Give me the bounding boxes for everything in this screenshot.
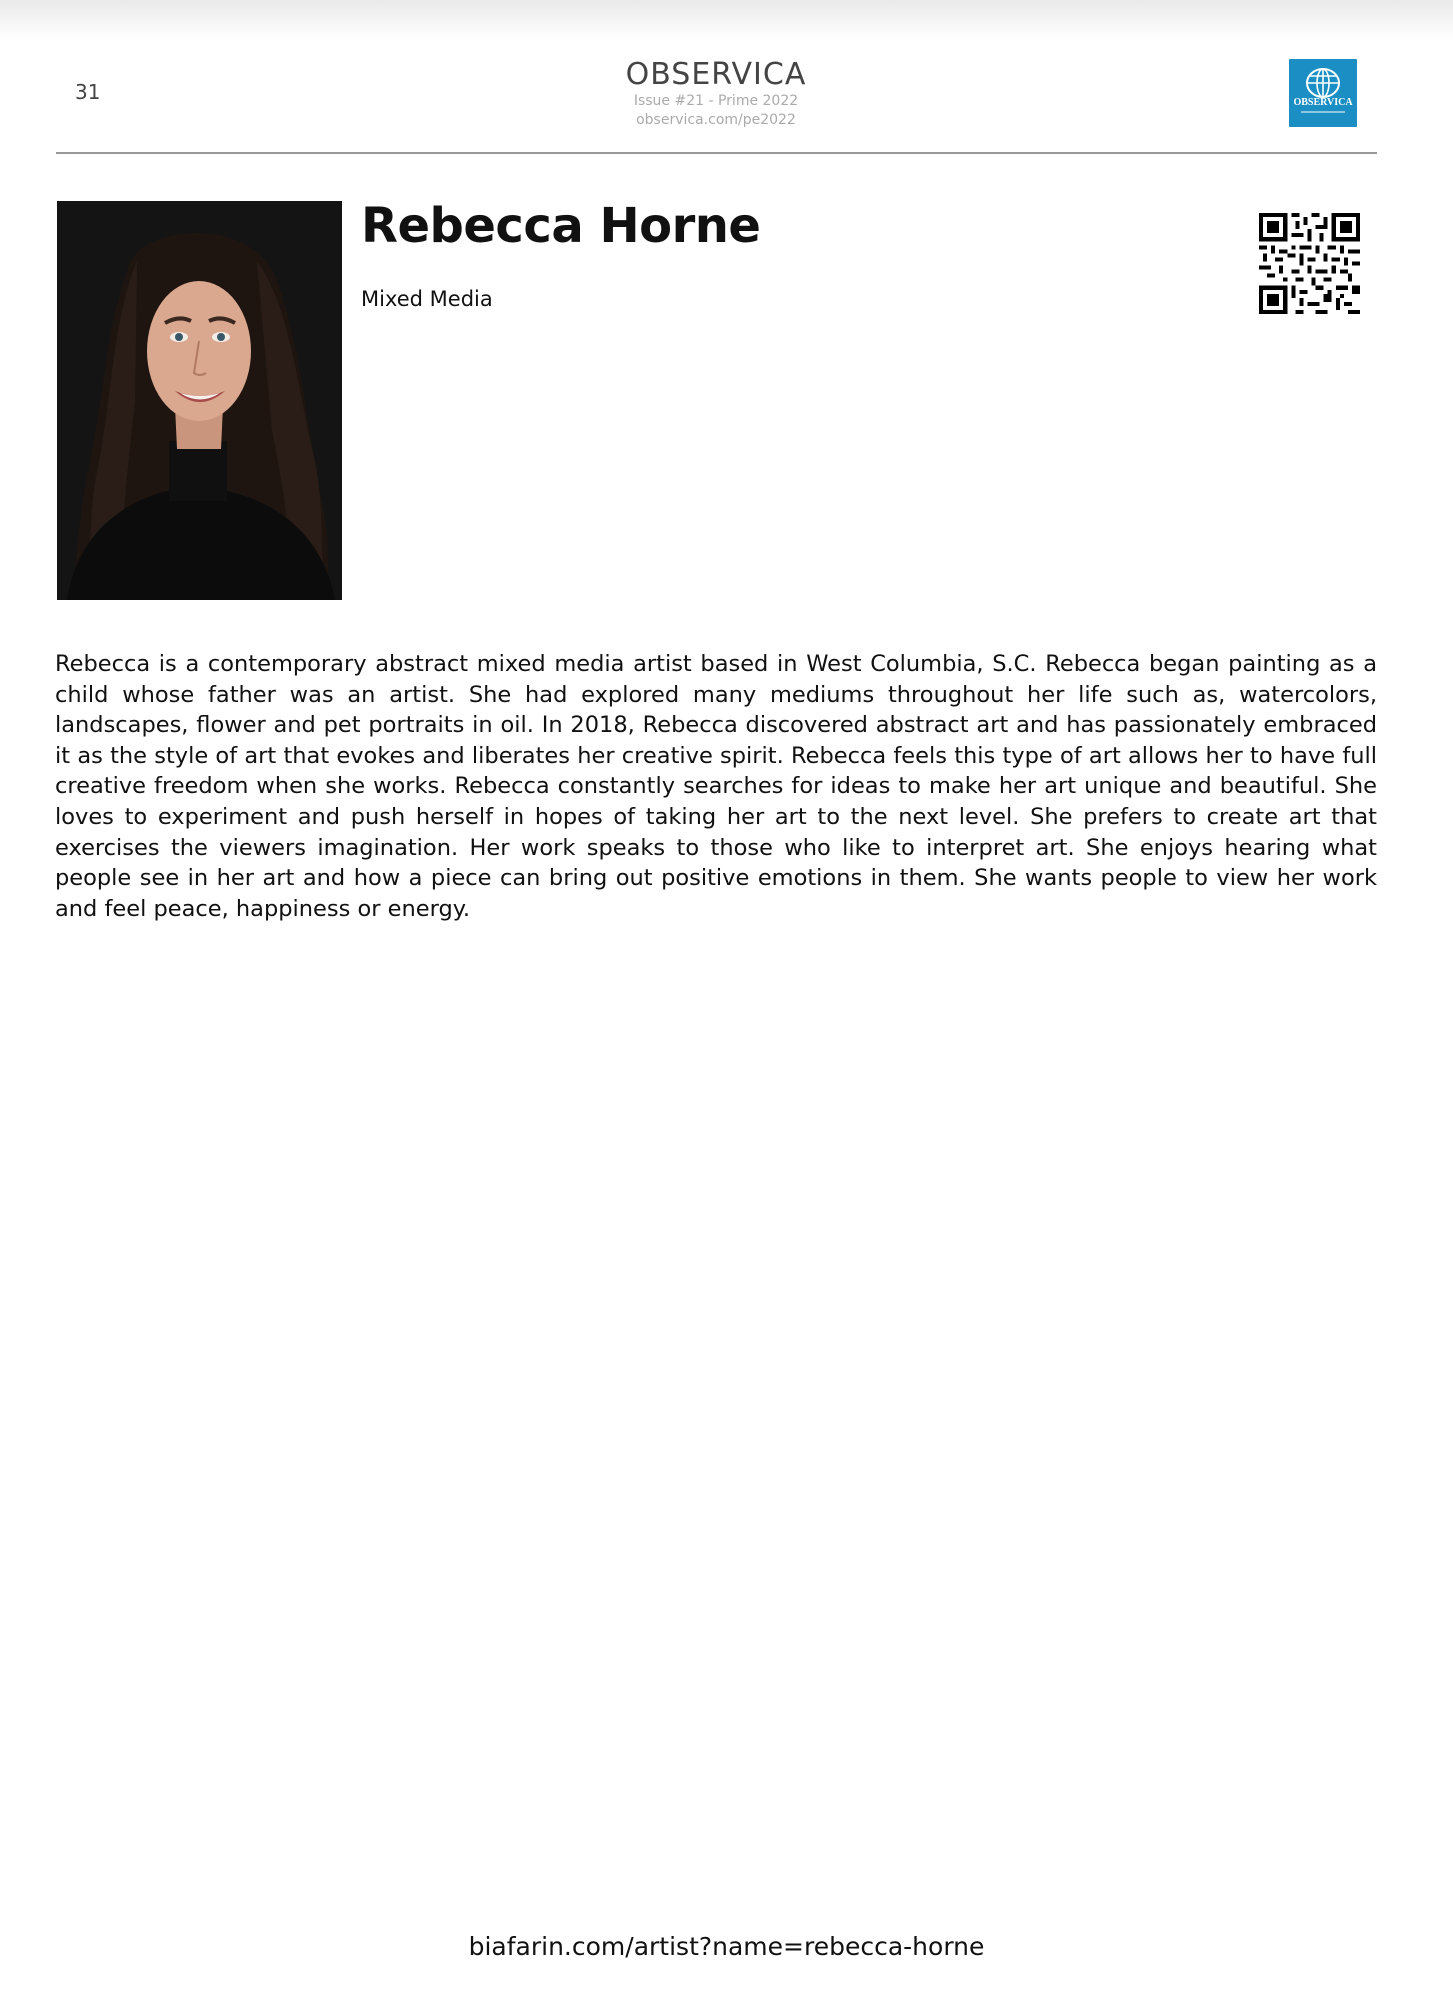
artist-portrait (57, 201, 342, 600)
qr-code[interactable] (1259, 213, 1360, 314)
magazine-brand: OBSERVICA (625, 57, 807, 92)
page-number: 31 (75, 80, 101, 104)
qr-code-icon (1259, 213, 1360, 314)
issue-label: Issue #21 - Prime 2022 (633, 93, 799, 109)
logo-wordmark: OBSERVICA (1293, 97, 1353, 108)
artist-bio: Rebecca is a contemporary abstract mixed media artist based in West Columbia, S.C. Rebecca began painting as a child whose father was an artist. She had explored many mediums throughout her life such as, watercolors, landscapes, flower and pet portraits in oil. In 2018, Rebecca discovered abstract art and has passionately embraced it as the style of art that evokes and liberates her creative spirit. Rebecca feels this type of art allows her to have full creative freedom when she works. Rebecca constantly searches for ideas to make her art unique and beautiful. She loves to experiment and push herself in hopes of taking her art to the next level. She prefers to create art that exercises the viewers imagination. Her work speaks to those who like to interpret art. She enjoys hearing what people see in her art and how a piece can bring out positive emotions in them. She wants people to view her work and feel peace, happiness or energy. (55, 651, 1377, 922)
observica-logo[interactable] (1289, 59, 1357, 127)
header-divider (56, 152, 1377, 154)
masthead (516, 58, 916, 130)
magazine-url: observica.com/pe2022 (636, 112, 796, 128)
artist-medium: Mixed Media (361, 287, 493, 311)
top-shadow (0, 0, 1453, 40)
globe-icon (1289, 59, 1357, 127)
artist-profile-link[interactable]: biafarin.com/artist?name=rebecca-horne (468, 1932, 985, 1961)
artist-name: Rebecca Horne (361, 198, 761, 254)
